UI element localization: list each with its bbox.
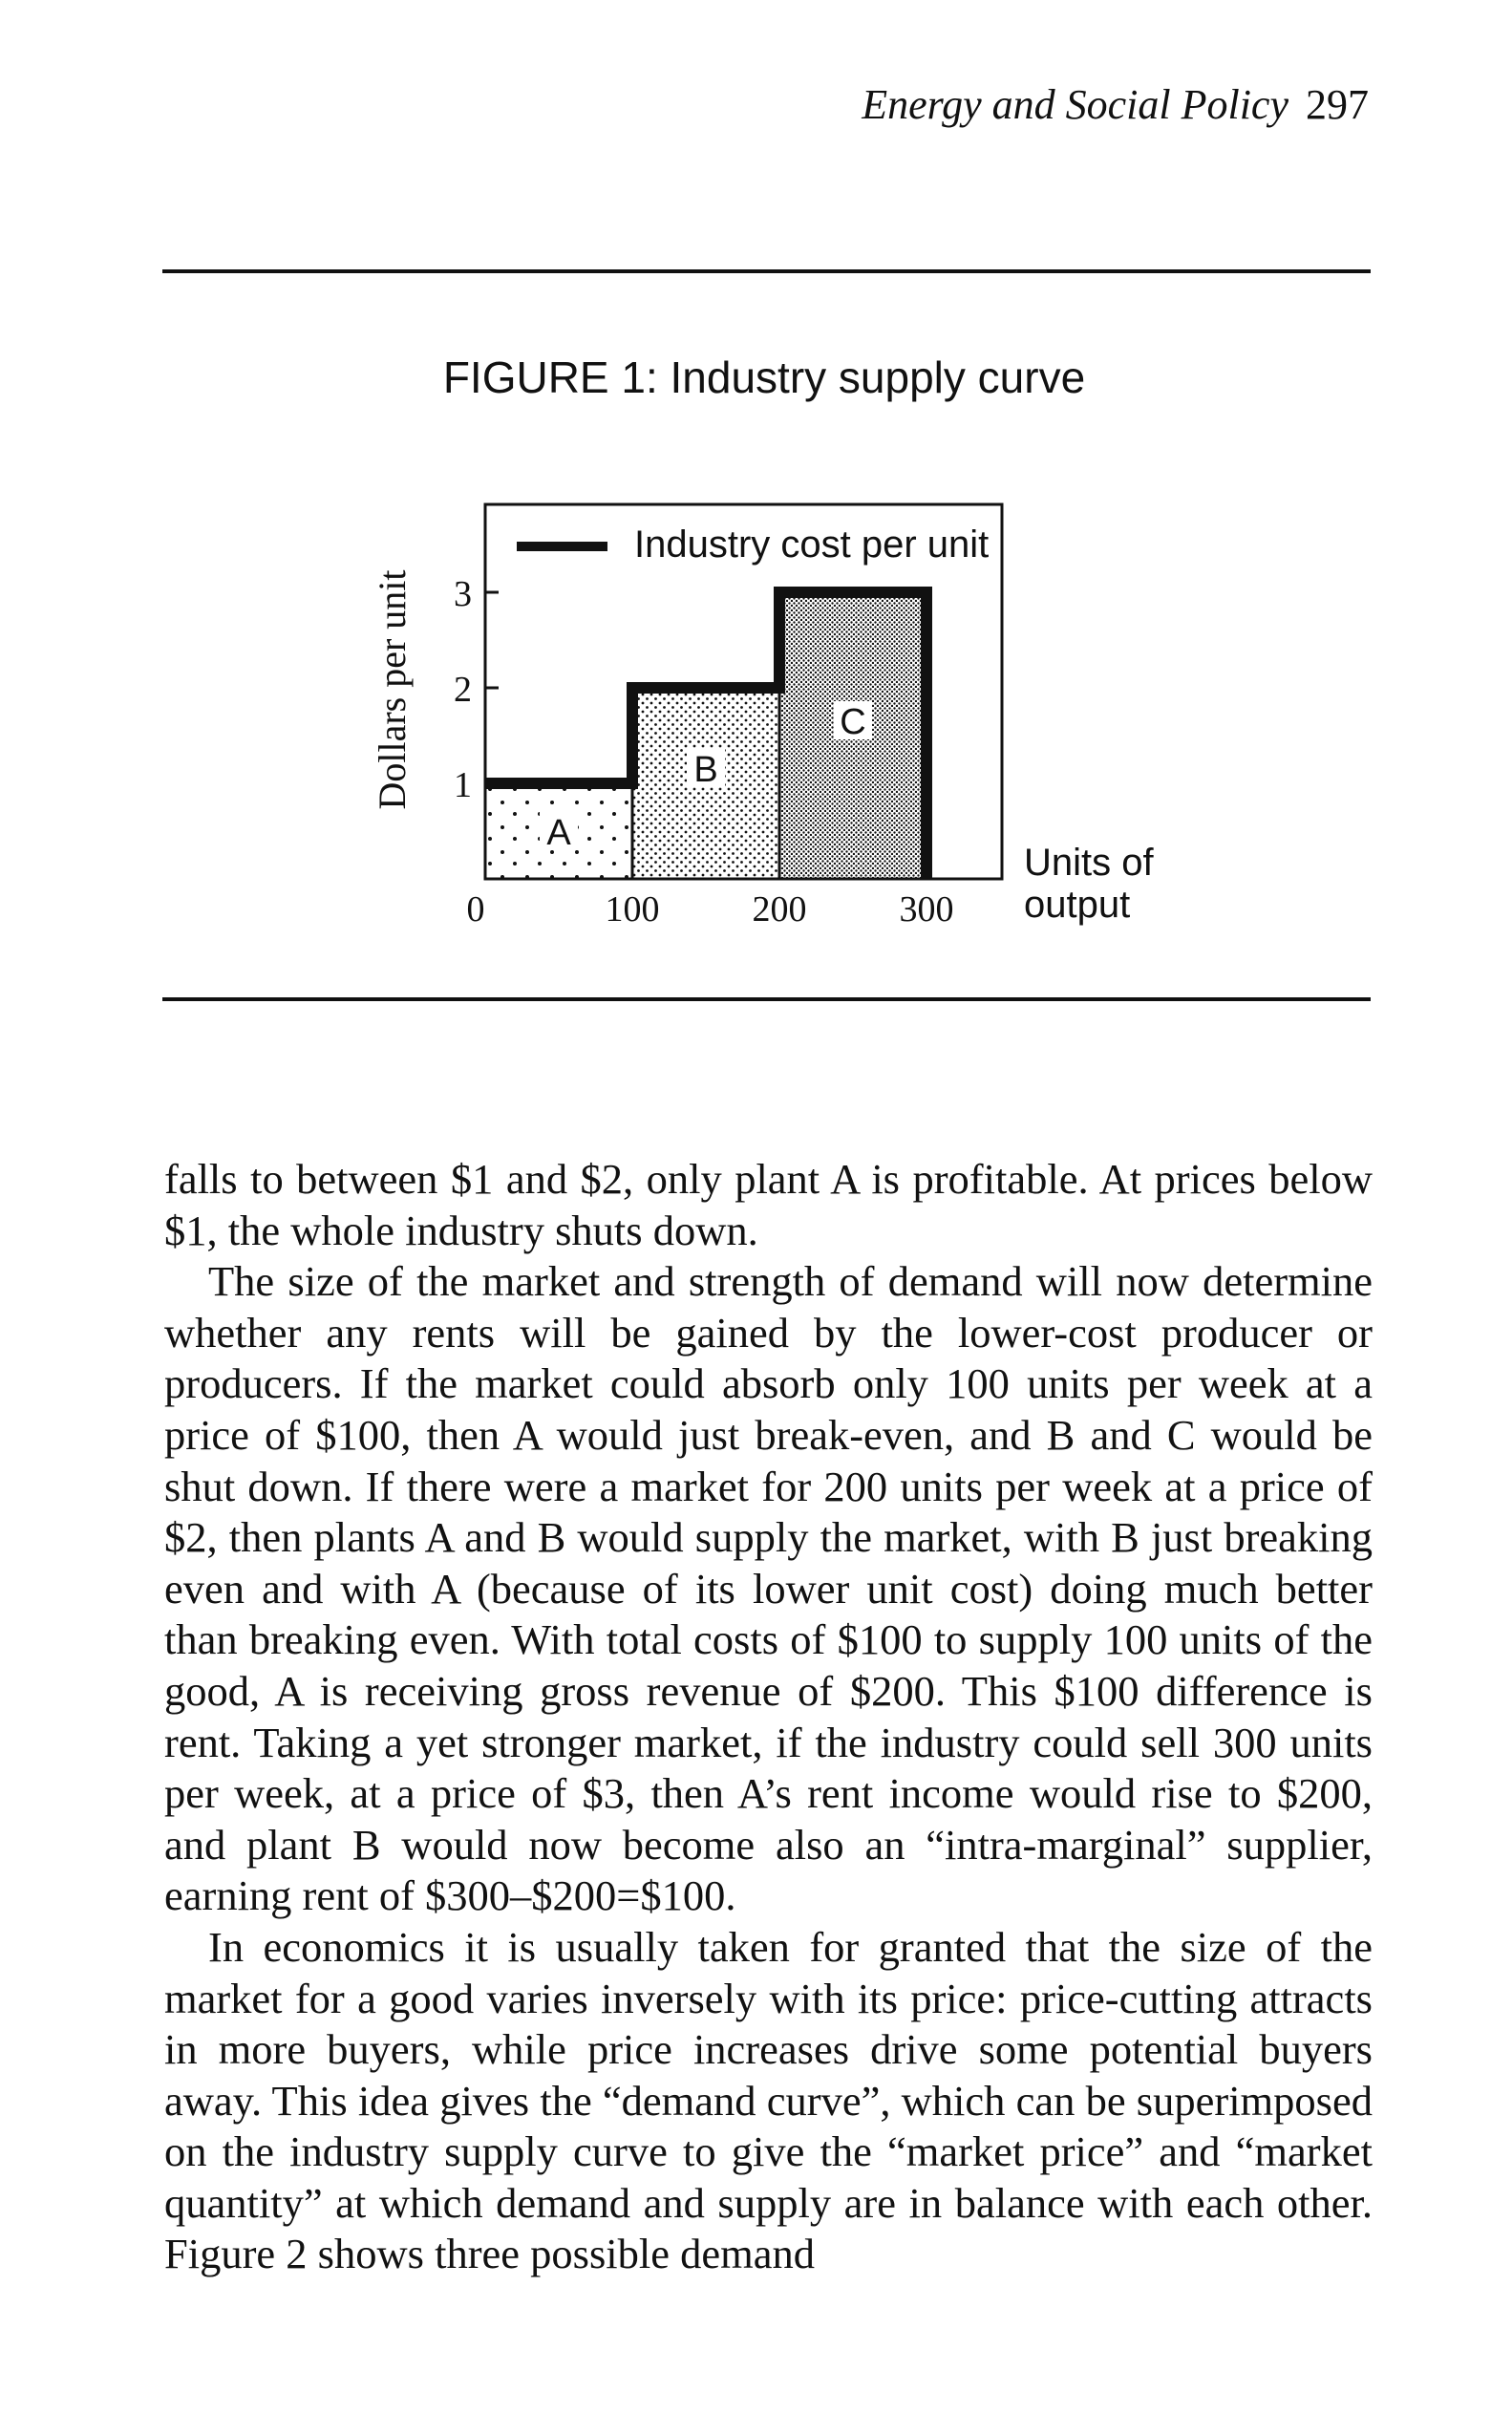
y-axis-label: Dollars per unit <box>371 569 414 810</box>
x-tick-label: 0 <box>466 889 485 930</box>
y-tick-label: 2 <box>454 670 472 710</box>
page-number: 297 <box>1306 81 1369 128</box>
plant-label-c: C <box>840 702 866 742</box>
y-tick-label: 3 <box>454 574 472 614</box>
figure-title: FIGURE 1: Industry supply curve <box>442 353 1086 402</box>
figure-bottom-rule <box>162 997 1371 1001</box>
x-tick-label: 100 <box>605 889 660 930</box>
running-title: Energy and Social Policy <box>862 81 1288 128</box>
y-tick-label: 1 <box>454 765 472 805</box>
x-tick-label: 200 <box>752 889 807 930</box>
paragraph-1: falls to between $1 and $2, only plant A is profitable. At prices below $1, the whole industry shuts down. <box>164 1155 1373 1254</box>
legend-label: Industry cost per unit <box>634 524 990 566</box>
plant-label-a: A <box>546 813 571 853</box>
y-axis <box>454 574 499 805</box>
body-text <box>164 1154 1373 2280</box>
x-axis <box>467 889 954 930</box>
paragraph-3: In economics it is usually taken for granted that the size of the market for a good varies inversely with its price: price-cutting attracts in more buyers, while price increases drive some potential buyers away. This idea gives the “demand curve”, which can be superimposed on the industry supply curve to give the “market price” and “market quantity” at which demand and supply are in balance with each other. Figure 2 shows three possible demand <box>164 1922 1373 2278</box>
x-tick-label: 300 <box>899 889 954 930</box>
x-axis-label: Units of output <box>1024 842 1154 926</box>
paragraph-2: The size of the market and strength of demand will now determine whether any rents will be gained by the lower-cost producer or producers. If the market could absorb only 100 units per week at a price of $100, then A would just break-even, and B and C would be shut down. If there were a market for 200 units per week at a price of $2, then plants A and B would supply the market, with B just breaking even and with A (because of its lower unit cost) doing much better than breaking even. With total costs of $100 to supply 100 units of the good, A is receiving gross revenue of $200. This $100 difference is rent. Taking a yet stronger market, if the industry could sell 300 units per week, at a price of $3, then A’s rent income would rise to $200, and plant B would now become also an “intra-marginal” supplier, earning rent of $300–$200=$100. <box>164 1257 1373 1920</box>
plant-label-b: B <box>693 750 718 790</box>
